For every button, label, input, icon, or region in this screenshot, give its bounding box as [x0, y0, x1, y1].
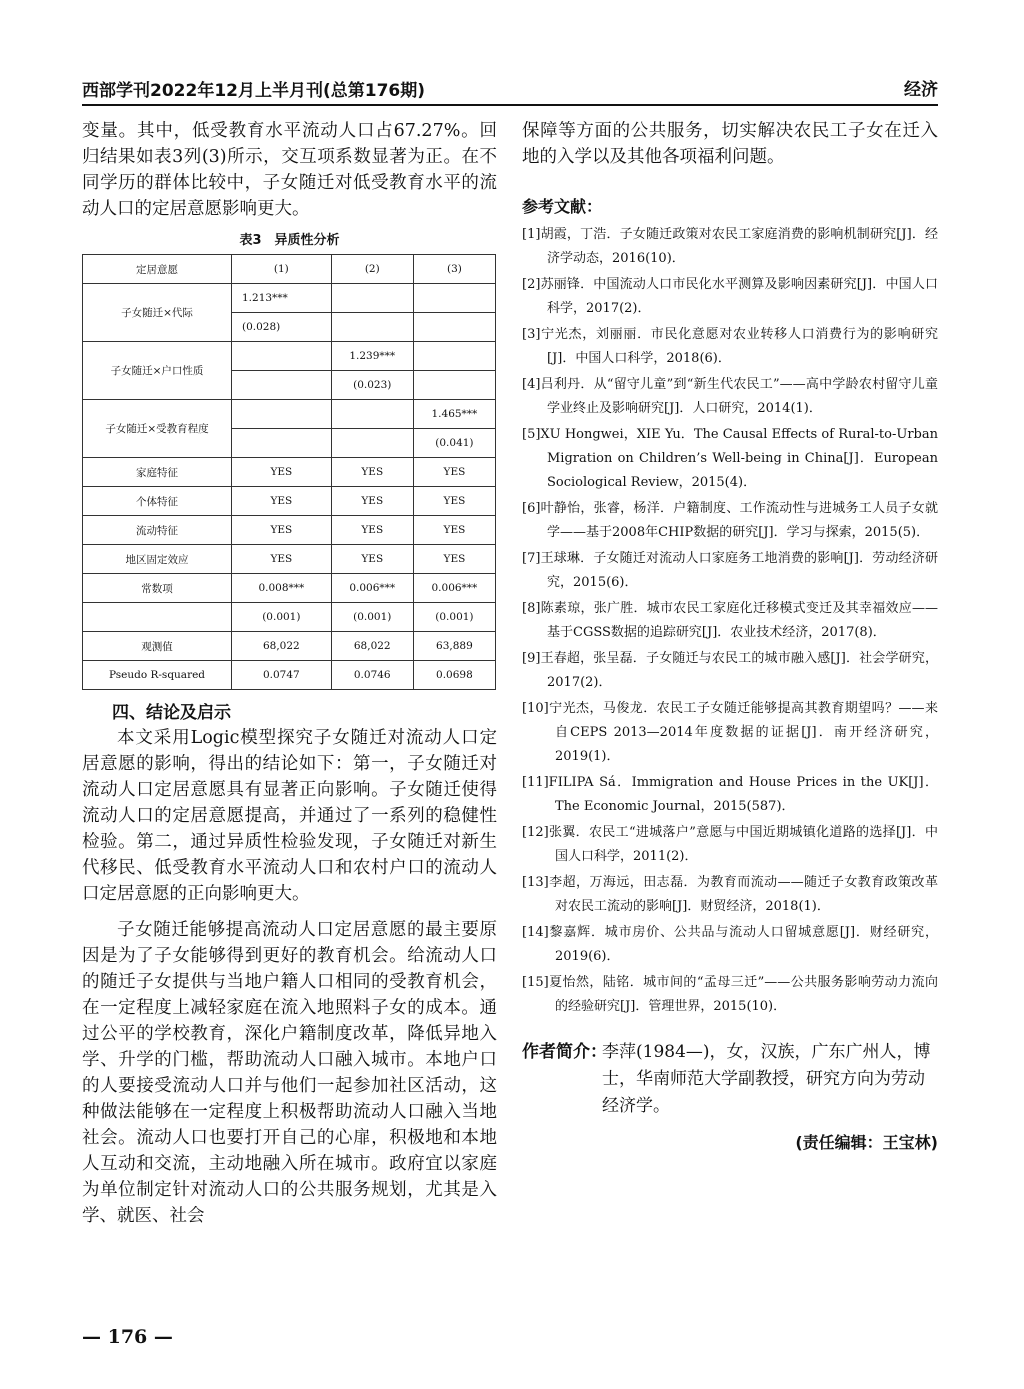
row-label: 家庭特征 [83, 458, 232, 487]
row-label: 子女随迁×代际 [83, 284, 232, 342]
table-cell: YES [232, 458, 332, 487]
page-number: — 176 — [82, 1326, 173, 1348]
reference-item: [3]宁光杰，刘丽丽．市民化意愿对农业转移人口消费行为的影响研究[J]．中国人口科学，2018(6)． [522, 327, 938, 366]
table-cell [413, 342, 495, 371]
row-label: 子女随迁×受教育程度 [83, 400, 232, 458]
table-cell: 1.239*** [331, 342, 413, 371]
table-cell [331, 284, 413, 313]
table-cell: 0.0747 [232, 661, 332, 690]
table-cell: 63,889 [413, 632, 495, 661]
table-cell: YES [232, 487, 332, 516]
left-column [82, 118, 497, 1229]
table-cell: YES [413, 487, 495, 516]
row-label: 子女随迁×户口性质 [83, 342, 232, 400]
reference-item: [9]王春超，张呈磊．子女随迁与农民工的城市融入感[J]．社会学研究，2017(2)． [522, 651, 938, 690]
reference-item: [8]陈素琼，张广胜．城市农民工家庭化迁移模式变迁及其幸福效应——基于CGSS数据的追踪研究[J]．农业技术经济，2017(8)． [522, 601, 938, 640]
continued-paragraph: 保障等方面的公共服务，切实解决农民工子女在迁入地的入学以及其他各项福利问题。 [522, 121, 938, 167]
table-cell: YES [331, 516, 413, 545]
table-cell: YES [232, 516, 332, 545]
table-cell: YES [413, 516, 495, 545]
author-text: 李萍(1984—)，女，汉族，广东广州人，博士，华南师范大学副教授，研究方向为劳动经济学。 [602, 1042, 931, 1116]
implication-paragraph: 子女随迁能够提高流动人口定居意愿的最主要原因是为了子女能够得到更好的教育机会。给流动人口的随迁子女提供与当地户籍人口相同的受教育机会，在一定程度上减轻家庭在流入地照料子女的成本。通过公平的学校教育，深化户籍制度改革，降低异地入学、升学的门槛，帮助流动人口融入城市。本地户口的人要接受流动人口并与他们一起参加社区活动，这种做法能够在一定程度上积极帮助流动人口融入当地社会。流动人口也要打开自己的心扉，积极地和本地人互动和交流，主动地融入所在城市。政府宜以家庭为单位制定针对流动人口的公共服务规划，尤其是入学、就医、社会 [82, 920, 497, 1226]
table-row [83, 661, 496, 690]
table-row [83, 458, 496, 487]
responsible-editor: (责任编辑：王宝林) [795, 1133, 938, 1152]
table-cell: YES [413, 458, 495, 487]
table-cell: YES [331, 487, 413, 516]
row-label: 常数项 [83, 574, 232, 603]
reference-item: [11]FILIPA Sá．Immigration and House Prices in the UK[J]．The Economic Journal，2015(587)． [522, 775, 938, 814]
table-cell [331, 313, 413, 342]
table-cell: (0.001) [413, 603, 495, 632]
table-cell [232, 400, 332, 429]
row-label: 地区固定效应 [83, 545, 232, 574]
table-row [83, 574, 496, 603]
header-rule [82, 104, 938, 106]
table-header-cell: 定居意愿 [83, 255, 232, 284]
author-bio [522, 1039, 938, 1120]
table-cell: YES [232, 545, 332, 574]
row-label: 个体特征 [83, 487, 232, 516]
table-cell: 0.008*** [232, 574, 332, 603]
table-row [83, 545, 496, 574]
conclusion-paragraph: 本文采用Logic模型探究子女随迁对流动人口定居意愿的影响，得出的结论如下：第一，子女随迁对流动人口定居意愿具有显著正向影响。子女随迁使得流动人口的定居意愿提高，并通过了一系列的稳健性检验。第二，通过异质性检验发现，子女随迁对新生代移民、低受教育水平流动人口和农村户口的流动人口定居意愿的正向影响更大。 [82, 728, 497, 904]
reference-item: [5]XU Hongwei，XIE Yu．The Causal Effects of Rural-to-Urban Migration on Children’s Well-being in China[J]．European Sociological Review，2015(4)． [522, 427, 938, 490]
table-cell: (0.001) [232, 603, 332, 632]
table-cell [413, 313, 495, 342]
table-header-cell: (1) [232, 255, 332, 284]
right-column [522, 118, 938, 1153]
table-cell [232, 371, 332, 400]
table-cell [413, 284, 495, 313]
table-cell [331, 400, 413, 429]
table-cell: 0.0746 [331, 661, 413, 690]
row-label: Pseudo R-squared [83, 661, 232, 690]
author-label: 作者简介： [522, 1042, 607, 1062]
reference-item: [2]苏丽锋．中国流动人口市民化水平测算及影响因素研究[J]．中国人口科学，2017(2)． [522, 277, 938, 316]
table-row [83, 487, 496, 516]
table-cell [413, 371, 495, 400]
row-label: 观测值 [83, 632, 232, 661]
journal-issue-title: 西部学刊2022年12月上半月刊(总第176期) [82, 81, 425, 101]
table-row [83, 603, 496, 632]
reference-item: [15]夏怡然，陆铭．城市间的“孟母三迁”——公共服务影响劳动力流向的经验研究[J]．管理世界，2015(10)． [522, 975, 938, 1014]
row-label: 流动特征 [83, 516, 232, 545]
table-cell: 68,022 [232, 632, 332, 661]
table-cell: 0.0698 [413, 661, 495, 690]
table-cell: 0.006*** [331, 574, 413, 603]
table-row [83, 284, 496, 313]
reference-item: [1]胡霞，丁浩．子女随迁政策对农民工家庭消费的影响机制研究[J]．经济学动态，2016(10)． [522, 227, 938, 266]
references-heading: 参考文献： [522, 197, 603, 216]
table-cell [331, 429, 413, 458]
reference-item: [7]王球琳．子女随迁对流动人口家庭务工地消费的影响[J]．劳动经济研究，2015(6)． [522, 551, 938, 590]
table-row [83, 516, 496, 545]
table-row [83, 342, 496, 371]
table-header-cell: (2) [331, 255, 413, 284]
intro-paragraph: 变量。其中，低受教育水平流动人口占67.27%。回归结果如表3列(3)所示，交互项系数显著为正。在不同学历的群体比较中，子女随迁对低受教育水平的流动人口的定居意愿影响更大。 [82, 121, 497, 219]
table-cell: (0.023) [331, 371, 413, 400]
table-cell: 68,022 [331, 632, 413, 661]
table-cell [232, 342, 332, 371]
table-cell: (0.028) [232, 313, 332, 342]
table-row [83, 400, 496, 429]
table-cell: YES [331, 458, 413, 487]
section-label: 经济 [904, 80, 938, 100]
table-cell [232, 429, 332, 458]
table-cell: YES [413, 545, 495, 574]
reference-list [522, 223, 938, 1019]
reference-item: [13]李超，万海远，田志磊．为教育而流动——随迁子女教育政策改革对农民工流动的影响[J]．财贸经济，2018(1)． [522, 875, 938, 914]
table-header-row [83, 255, 496, 284]
row-label [83, 603, 232, 632]
table-cell: 0.006*** [413, 574, 495, 603]
reference-item: [10]宁光杰，马俊龙．农民工子女随迁能够提高其教育期望吗？——来自CEPS 2013—2014年度数据的证据[J]．南开经济研究，2019(1)． [522, 701, 938, 764]
table-cell: YES [331, 545, 413, 574]
section-heading: 四、结论及启示 [112, 703, 231, 723]
table-header-cell: (3) [413, 255, 495, 284]
table-title: 表3 异质性分析 [239, 233, 340, 248]
table-row [83, 632, 496, 661]
running-header [82, 72, 938, 102]
reference-item: [6]叶静怡，张睿，杨洋．户籍制度、工作流动性与进城务工人员子女就学——基于2008年CHIP数据的研究[J]．学习与探索，2015(5)． [522, 501, 938, 540]
table-cell: 1.213*** [232, 284, 332, 313]
reference-item: [14]黎嘉辉．城市房价、公共品与流动人口留城意愿[J]．财经研究，2019(6)． [522, 925, 938, 964]
table-cell: (0.001) [331, 603, 413, 632]
reference-item: [12]张翼．农民工“进城落户”意愿与中国近期城镇化道路的选择[J]．中国人口科学，2011(2)． [522, 825, 938, 864]
table-cell: (0.041) [413, 429, 495, 458]
table-cell: 1.465*** [413, 400, 495, 429]
reference-item: [4]吕利丹．从“留守儿童”到“新生代农民工”——高中学龄农村留守儿童学业终止及影响研究[J]．人口研究，2014(1)． [522, 377, 938, 416]
heterogeneity-table [82, 254, 496, 690]
